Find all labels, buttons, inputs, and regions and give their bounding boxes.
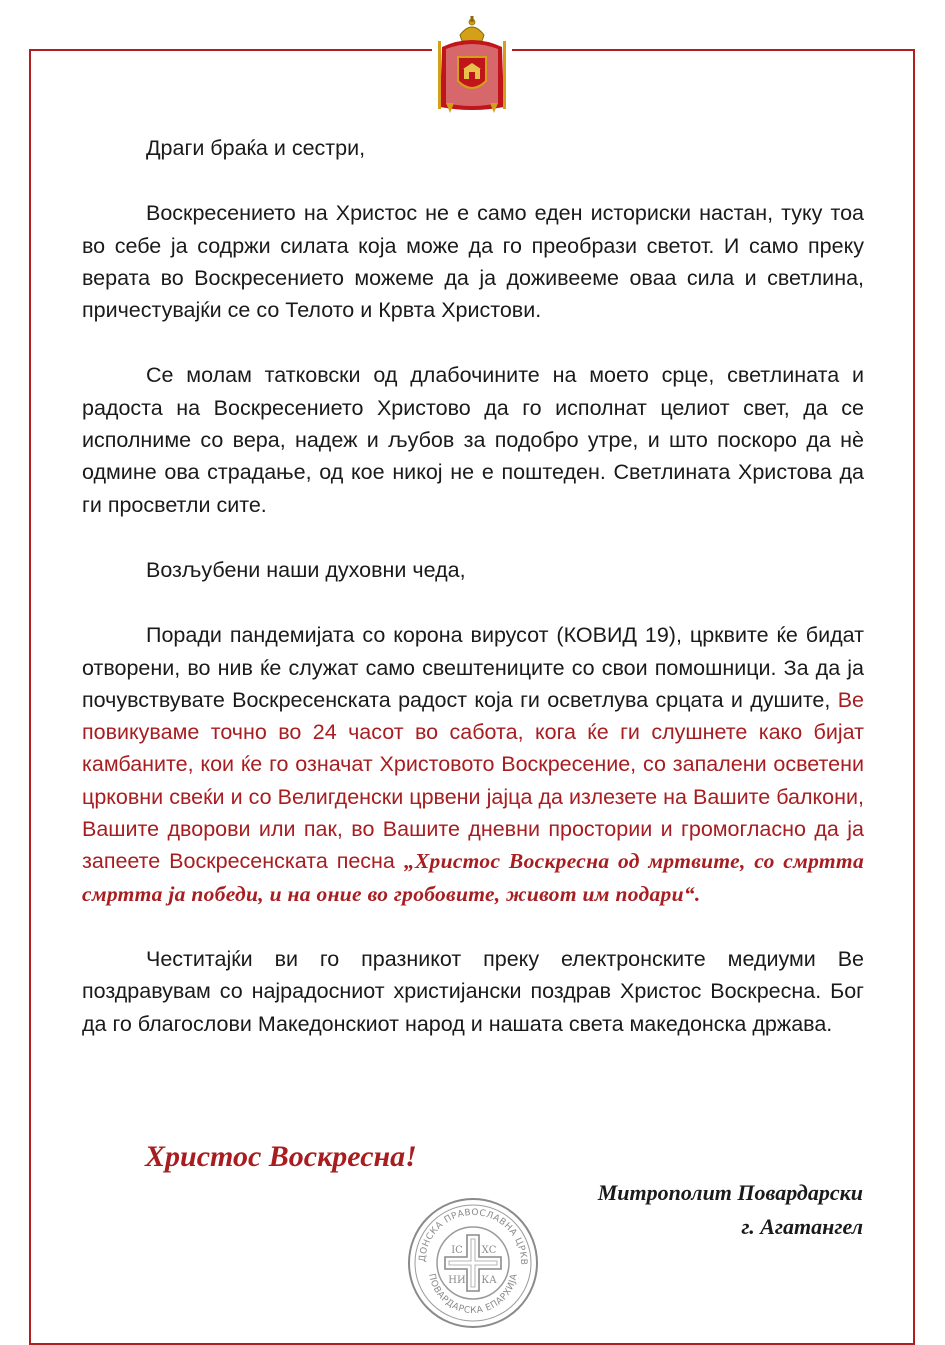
paragraph-prayer: Се молам татковски од длабочините на моето срце, светлината и радоста на Воскресението Христово да го исполнат целиот свет, да се исполниме со вера, надеж и љубов за подобро утре, и што поскоро да нѐ одмине ова страдање, од кое никој не е поштеден. Светлината Христова да ги просветли сите. — [82, 363, 864, 517]
easter-greeting: Христос Воскресна! — [145, 1140, 417, 1173]
seal-text-top: ДОНСКА ПРАВОСЛАВНА ЦРКВ — [417, 1207, 529, 1266]
hymn-quote: „Христос Воскресна од мртвите, со смртта смртта ја победи, и на оние во гробовите, живот им подари“. — [82, 849, 864, 906]
seal-q3: НИ — [448, 1275, 466, 1286]
signature-title: Митрополит Повардарски — [597, 1180, 863, 1205]
address-line: Возљубени наши духовни чеда, — [146, 557, 466, 582]
paragraph-resurrection: Воскресението на Христос не е само еден историски настан, туку тоа во себе ја содржи силата која може да го преобрази светот. И само преку верата во Воскресението можеме да ја доживееме оваа сила и светлина, причестувајќи се со Телото и Крвта Христови. — [82, 201, 864, 323]
paragraph-greetings: Честитајќи ви го празникот преку електронските медиуми Ве поздравувам со најрадосниот христијански поздрав Христос Воскресна. Бог да го благослови Македонскиот народ и нашата света македонска држава. — [82, 946, 864, 1036]
seal-text-bottom: ПОВАРДАРСКА ЕПАРХИЈА — [426, 1272, 520, 1317]
seal-q4: КА — [481, 1275, 497, 1286]
diocese-seal-icon — [405, 1195, 541, 1331]
signature-name: г. Агатангел — [741, 1214, 863, 1239]
letter-body — [82, 132, 864, 1073]
church-coat-of-arms-icon — [432, 15, 512, 115]
seal-q1: IС — [451, 1245, 463, 1256]
signature-block — [598, 1176, 863, 1244]
seal-q2: ХС — [481, 1245, 497, 1256]
greeting-line: Драги браќа и сестри, — [146, 136, 366, 160]
call-to-action-text: Ве повикуваме точно во 24 часот во сабота, кога ќе ги слушнете како бијат камбаните, кои ќе го означат Христовото Воскресение, со запалени осветени црковни свеќи и со Велигденски црвени јајца да излезете на Вашите балкони, Вашите дворови или пак, во Вашите дневни простории и громогласно да ја запеете Воскресенската песна — [82, 687, 864, 874]
pandemic-text: Поради пандемијата со корона вирусот (КОВИД 19), црквите ќе бидат отворени, во нив ќе служат само свештениците со свои помошници. За да ја почувствувате Воскресенската радост која ги осветлува срцата и душите, — [82, 623, 864, 712]
paragraph-pandemic — [82, 619, 864, 910]
